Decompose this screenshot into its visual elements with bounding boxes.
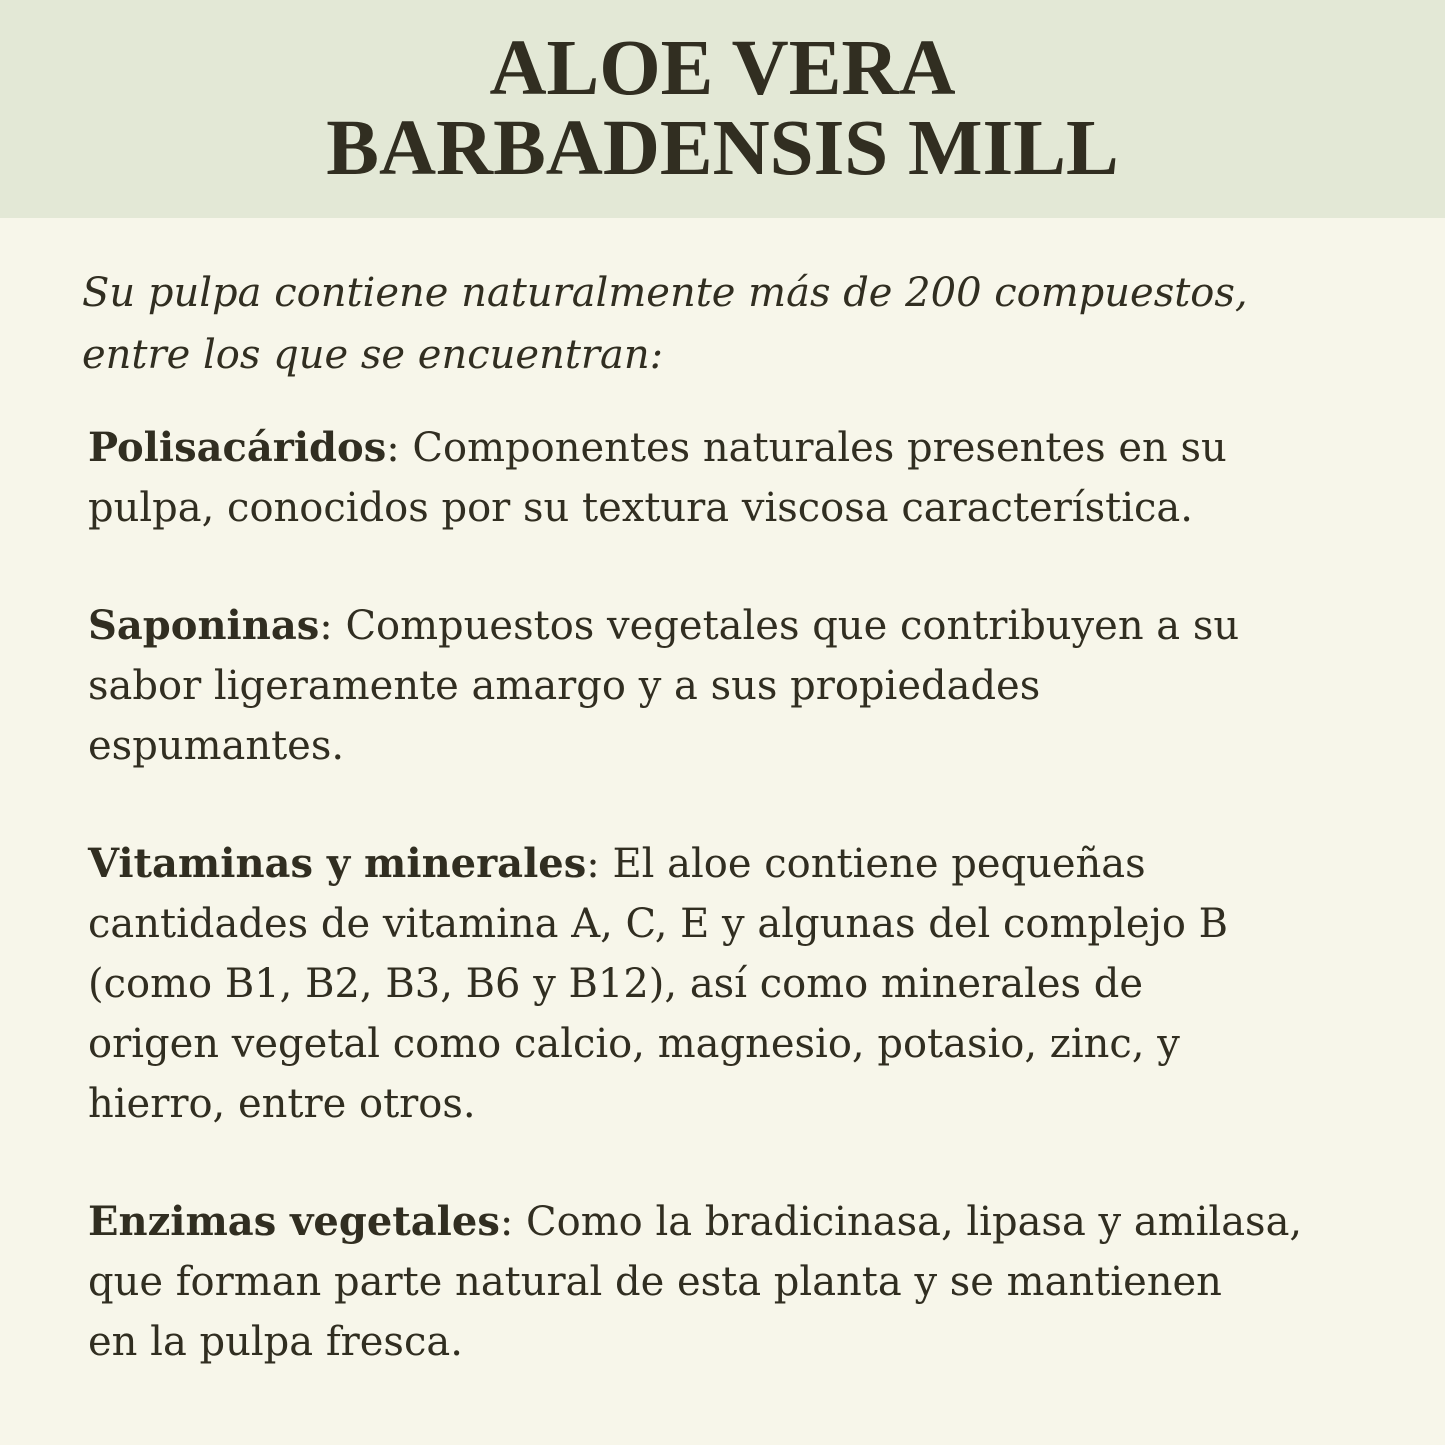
section-line: (como B1, B2, B3, B6 y B12), así como minerales de [88, 961, 1144, 1007]
section-vitaminas-minerales [88, 834, 1408, 1134]
section-term: Vitaminas y minerales [88, 840, 587, 887]
section-line [88, 834, 1408, 894]
section-line [88, 418, 1408, 478]
section-saponinas [88, 596, 1408, 776]
page-title-line-1: ALOE VERA [489, 25, 956, 112]
intro-text [82, 262, 1402, 386]
section-line: en la pulpa fresca. [88, 1319, 463, 1365]
section-line [88, 596, 1408, 656]
section-line [88, 1192, 1408, 1252]
section-line: pulpa, conocidos por su textura viscosa característica. [88, 485, 1193, 531]
section-term: Polisacáridos [88, 424, 387, 471]
section-description: : Componentes naturales presentes en su [386, 425, 1227, 471]
section-line: sabor ligeramente amargo y a sus propiedades [88, 663, 1041, 709]
compound-list [88, 418, 1408, 1430]
section-description: : El aloe contiene pequeñas [586, 841, 1146, 887]
section-line: hierro, entre otros. [88, 1081, 476, 1127]
section-enzimas-vegetales [88, 1192, 1408, 1372]
section-line: espumantes. [88, 723, 345, 769]
section-line: cantidades de vitamina A, C, E y algunas del complejo B [88, 901, 1229, 947]
section-description: : Como la bradicinasa, lipasa y amilasa, [499, 1199, 1303, 1245]
section-polisacaridos [88, 418, 1408, 538]
section-term: Saponinas [88, 602, 320, 649]
section-line: que forman parte natural de esta planta y se mantienen [88, 1259, 1222, 1305]
section-term: Enzimas vegetales [88, 1198, 500, 1245]
section-line: origen vegetal como calcio, magnesio, potasio, zinc, y [88, 1021, 1180, 1067]
intro-line-2: entre los que se encuentran: [82, 332, 664, 378]
header-banner [0, 0, 1445, 218]
page-title-line-2: BARBADENSIS MILL [326, 105, 1119, 192]
intro-line-1: Su pulpa contiene naturalmente más de 200 compuestos, [82, 270, 1248, 316]
section-description: : Compuestos vegetales que contribuyen a su [319, 603, 1240, 649]
